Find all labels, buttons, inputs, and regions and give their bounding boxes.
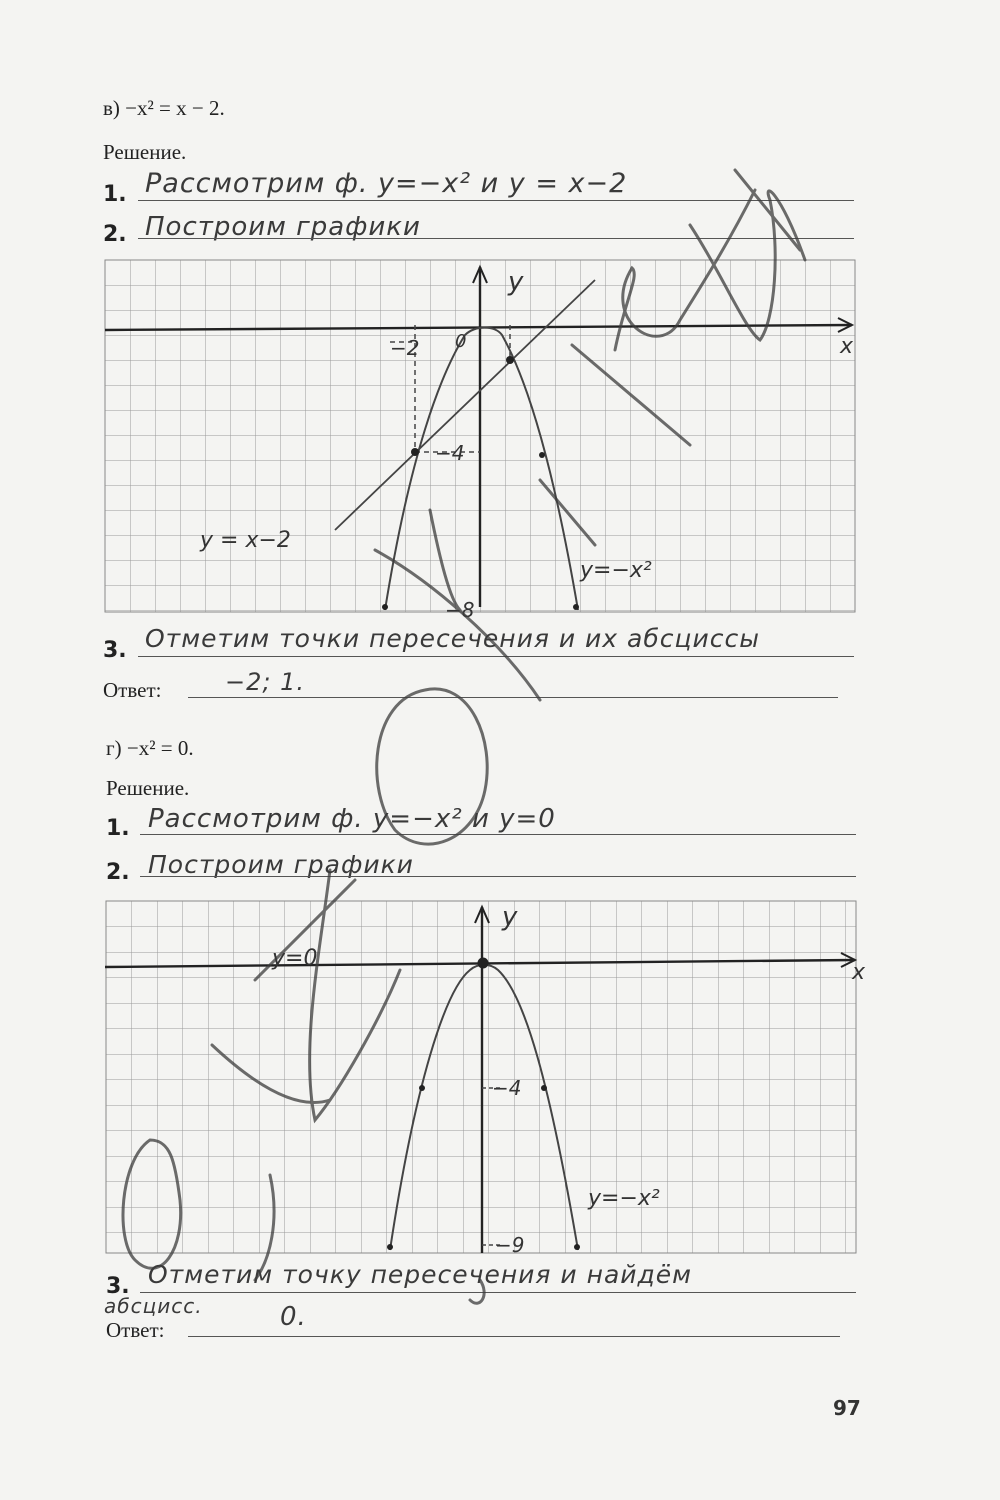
step3-text-v: Отметим точки пересечения и их абсциссы [145,624,761,653]
scribble-stroke [375,550,540,700]
label-minus8-v: −8 [445,598,475,622]
step3-text2-g: абсцисс. [104,1294,203,1318]
step2-number-g: 2. [106,860,130,885]
step3-number-v: 3. [103,638,127,663]
x-label-g: x [852,960,866,985]
answer-value-v: −2; 1. [225,668,305,696]
line-label-g: y=0 [272,946,318,971]
y-label-v: y [508,267,524,297]
equation-v: в) −x² = x − 2. [103,96,225,120]
scribble-loop [377,689,487,844]
scribble-stroke [255,1175,274,1280]
solution-label-g: Решение. [106,776,190,800]
x-label-v: x [840,334,854,359]
answer-label-v: Ответ: [103,678,162,702]
page-number: 97 [833,1396,861,1420]
label-minus4-v: −4 [435,441,465,465]
parabola-label-v: y=−x² [580,558,652,583]
scribble-stroke [572,345,690,445]
label-minus4-g: −4 [492,1076,522,1100]
equation-g: г) −x² = 0. [106,736,194,760]
answer-label-g: Ответ: [106,1318,165,1342]
answer-value-g: 0. [280,1302,307,1332]
parabola-label-g: y=−x² [588,1186,660,1211]
step1-text-v: Рассмотрим ф. y=−x² и y = x−2 [145,168,628,199]
scribble-stroke [615,190,755,350]
step3-number-g: 3. [106,1274,130,1299]
scribble-stroke [430,510,460,610]
step1-text-g: Рассмотрим ф. y=−x² и y=0 [148,804,556,834]
scribble-loop [123,1140,181,1268]
label-zero-v: 0 [455,331,467,352]
step3-text-g: Отметим точку пересечения и найдём [148,1260,693,1289]
step1-number-v: 1. [103,182,127,207]
step2-number-v: 2. [103,222,127,247]
scribble-stroke [255,880,355,980]
step2-text-g: Построим графики [148,850,414,879]
step2-text-v: Построим графики [145,212,421,242]
solution-label-v: Решение. [103,140,187,164]
scribble-stroke [540,480,595,545]
scribble-stroke [470,1280,484,1303]
scribble-stroke [690,191,805,340]
scribble-stroke [310,870,400,1120]
label-minus9-g: −9 [495,1233,525,1257]
y-label-g: y [502,902,518,932]
step1-number-g: 1. [106,816,130,841]
line-label-v: y = x−2 [200,528,291,553]
label-minus2-v: −2 [390,336,420,360]
